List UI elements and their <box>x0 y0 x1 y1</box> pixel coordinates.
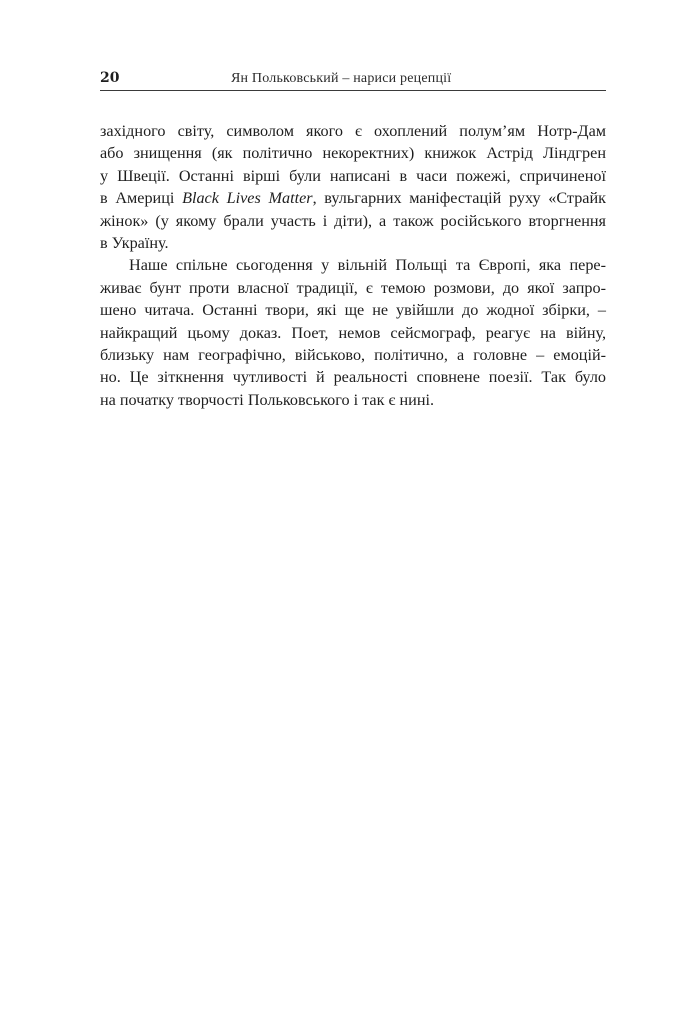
text-run: жінок» (у якому брали участь і діти), а також російського вторгнення <box>100 211 606 230</box>
text-line <box>100 187 606 209</box>
text-line <box>100 210 606 232</box>
text-run: в Україну. <box>100 233 169 252</box>
text-line <box>100 299 606 321</box>
text-line <box>100 344 606 366</box>
text-line <box>100 120 606 142</box>
text-run: Наше спільне сьогодення у вільній Польщі та Європі, яка пере- <box>129 256 606 275</box>
text-run: найкращий цьому доказ. Поет, немов сейсмограф, реагує на війну, <box>100 323 606 342</box>
text-run: но. Це зіткнення чутливості й реальності сповнене поезії. Так було <box>100 368 606 387</box>
italic-text-run: Black Lives Matter <box>182 189 313 208</box>
text-line <box>100 142 606 164</box>
running-head: Ян Польковський – нариси рецепції <box>231 71 452 86</box>
text-run: у Швеції. Останні вірші були написані в часи пожежі, спричиненої <box>100 166 606 185</box>
text-run: близьку нам географічно, військово, політично, а головне – емоцій- <box>100 345 606 364</box>
page-number: 20 <box>100 70 120 86</box>
paragraph <box>100 120 606 254</box>
text-line <box>100 165 606 187</box>
text-run: або знищення (як політично некоректних) книжок Астрід Ліндгрен <box>100 144 606 163</box>
text-run: західного світу, символом якого є охоплений полум’ям Нотр-Дам <box>100 122 606 140</box>
body-text <box>100 120 606 411</box>
text-run: на початку творчості Польковського і так є нині. <box>100 390 435 409</box>
text-line <box>100 232 606 254</box>
text-run: в Америці <box>100 189 183 208</box>
text-run: шено читача. Останні твори, які ще не увійшли до жодної збірки, – <box>100 301 606 320</box>
text-line <box>100 322 606 344</box>
paragraph <box>100 254 606 411</box>
text-line <box>100 254 606 276</box>
text-run: , вульгарних маніфестацій руху «Страйк <box>312 189 606 208</box>
text-run: живає бунт проти власної традиції, є темою розмови, до якої запро- <box>100 278 606 297</box>
page-header <box>100 68 606 91</box>
text-line <box>100 277 606 299</box>
text-line <box>100 366 606 388</box>
text-line <box>100 389 606 411</box>
